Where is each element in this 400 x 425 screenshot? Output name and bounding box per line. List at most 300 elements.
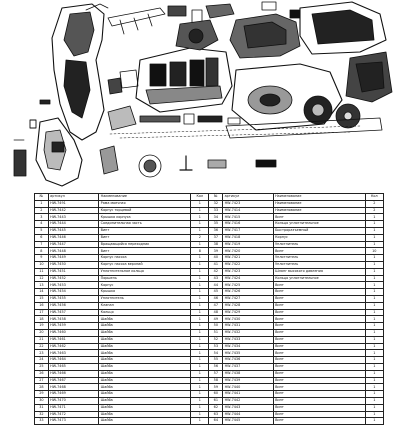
part-name: Быстроразъемный [273,227,365,234]
part-code: HW-7417 [223,227,274,234]
part-qty: 1 [191,357,209,364]
part-number: 48 [209,309,223,316]
part-number: 56 [209,363,223,370]
part-code: HW-7428 [223,302,274,309]
table-row [35,323,384,330]
part-number: 10 [35,261,49,268]
part-code: HW-7451 [48,268,99,275]
table-row [35,370,384,377]
part-code: HW-7491 [48,200,99,207]
part-number: 50 [209,323,223,330]
part-number: 3 [35,214,49,221]
part-name: Винт [273,357,365,364]
part-qty: 1 [191,404,209,411]
part-qty: 1 [191,316,209,323]
part-number: 45 [209,289,223,296]
part-number: 41 [209,261,223,268]
part-name: Винт [99,248,191,255]
table-row [35,221,384,228]
part-qty: 1 [365,309,383,316]
part-qty: 1 [365,370,383,377]
part-number: 6 [35,234,49,241]
part-name: Винт [273,316,365,323]
part-qty: 1 [191,370,209,377]
part-name: Корпус [99,282,191,289]
part-name: Кольцо уплотнительное [273,275,365,282]
part-name: Винт [273,384,365,391]
parts-list-table [34,193,384,423]
part-name: Винт [273,397,365,404]
part-qty: 1 [365,214,383,221]
part-number: 28 [35,384,49,391]
exploded-parts-diagram [0,0,400,190]
part-qty: 1 [191,363,209,370]
part-code: HW-7456 [48,302,99,309]
part-code: HW-7444 [223,411,274,418]
part-name: Корпус торцевой [99,207,191,214]
table-row [35,391,384,398]
part-name: Кольцо уплотнительное [273,221,365,228]
part-qty: 2 [191,234,209,241]
part-name: Винт [273,282,365,289]
part-name: Наименование [273,207,365,214]
part-qty: 1 [365,343,383,350]
part-code: HW-7416 [223,221,274,228]
part-qty: 1 [191,397,209,404]
part-name: Корпус насоса [99,255,191,262]
part-qty: 1 [365,357,383,364]
part-qty: 1 [365,404,383,411]
table-row [35,302,384,309]
part-qty: 1 [191,343,209,350]
part-qty: 1 [191,302,209,309]
part-qty: 1 [191,200,209,207]
part-number: 17 [35,309,49,316]
part-name: Винт [273,370,365,377]
part-qty: 1 [191,323,209,330]
part-number: 25 [35,363,49,370]
table-row [35,357,384,364]
part-name: Винт [273,363,365,370]
part-name: Шайба [99,323,191,330]
part-number: 11 [35,268,49,275]
part-number: 39 [209,248,223,255]
part-qty: 1 [191,309,209,316]
part-code: HW-7452 [48,275,99,282]
part-number: 26 [35,370,49,377]
part-qty: 1 [365,418,383,425]
part-code: HW-7435 [223,350,274,357]
part-code: HW-7459 [48,323,99,330]
part-qty: 1 [191,268,209,275]
part-number: 51 [209,329,223,336]
header-no: № [209,194,223,201]
part-name: Крышка корпуса [99,214,191,221]
part-name: Корпус [273,234,365,241]
part-qty: 1 [365,227,383,234]
part-code: HW-7457 [48,309,99,316]
table-row [35,384,384,391]
part-number: 37 [209,234,223,241]
part-code: HW-7427 [223,295,274,302]
header-name: Наименование [99,194,191,201]
part-qty: 1 [365,397,383,404]
part-number: 22 [35,343,49,350]
spray-gun-handle [14,4,108,186]
part-name: Корпус насоса верхний [99,261,191,268]
part-name: Уплотнитель [273,255,365,262]
part-code: HW-7444 [48,221,99,228]
table-row [35,397,384,404]
part-qty: 1 [365,329,383,336]
part-qty: 1 [191,214,209,221]
part-number: 32 [209,200,223,207]
part-name: Шайба [99,370,191,377]
part-code: HW-7446 [48,234,99,241]
part-code: HW-7465 [48,363,99,370]
part-code: HW-7463 [48,350,99,357]
part-code: HW-7421 [223,255,274,262]
part-qty: 1 [365,336,383,343]
table-row [35,363,384,370]
part-name: Шайба [99,357,191,364]
part-qty: 1 [191,289,209,296]
part-number: 20 [35,329,49,336]
part-code: HW-7468 [48,384,99,391]
part-code: HW-7415 [223,214,274,221]
part-qty: 1 [365,363,383,370]
loose-parts [100,146,276,177]
part-name: Винт [99,234,191,241]
part-number: 58 [209,377,223,384]
part-code: HW-7434 [223,343,274,350]
part-number: 5 [35,227,49,234]
part-code: HW-7440 [223,384,274,391]
header-qty: Кол [191,194,209,201]
table-row [35,343,384,350]
part-qty: 1 [365,234,383,241]
part-code: HW-7466 [48,370,99,377]
part-qty: 1 [191,411,209,418]
part-code: HW-7449 [48,255,99,262]
part-name: Шайба [99,336,191,343]
part-name: Винт [273,411,365,418]
part-number: 16 [35,302,49,309]
part-name: Шайба [99,397,191,404]
part-code: HW-7453 [48,282,99,289]
part-code: HW-7445 [48,227,99,234]
part-qty: 1 [191,221,209,228]
part-code: HW-7425 [223,282,274,289]
part-name: Шайба [99,411,191,418]
part-qty: 1 [365,255,383,262]
part-code: HW-7445 [223,418,274,425]
part-name: Винт [273,391,365,398]
part-code: HW-7436 [223,357,274,364]
part-number: 38 [209,241,223,248]
table-header-row [35,194,384,201]
part-number: 23 [35,350,49,357]
part-qty: 1 [365,221,383,228]
part-name: Винт [273,289,365,296]
table-row [35,295,384,302]
part-name: Шайба [99,350,191,357]
part-name: Винт [273,295,365,302]
part-number: 4 [35,221,49,228]
header-code: артикул [223,194,274,201]
part-number: 62 [209,404,223,411]
part-code: HW-7423 [223,268,274,275]
part-name: Крышка [99,289,191,296]
table-row [35,418,384,425]
table-row [35,261,384,268]
part-number: 2 [35,207,49,214]
part-code: HW-7431 [223,323,274,330]
table-row [35,275,384,282]
part-name: Винт [99,227,191,234]
part-code: HW-7438 [223,370,274,377]
table-row [35,289,384,296]
part-code: HW-7426 [223,289,274,296]
part-name: Клапан [99,302,191,309]
part-name: Шайба [99,377,191,384]
table-row [35,207,384,214]
part-number: 63 [209,411,223,418]
part-code: HW-7469 [48,391,99,398]
table-row [35,268,384,275]
part-qty: 1 [191,384,209,391]
part-code: HW-7420 [223,248,274,255]
part-number: 13 [35,282,49,289]
part-code: HW-7461 [48,336,99,343]
part-number: 14 [35,289,49,296]
part-number: 40 [209,255,223,262]
part-number: 49 [209,316,223,323]
part-qty: 1 [365,350,383,357]
part-number: 57 [209,370,223,377]
part-name: Вращающийся переходник [99,241,191,248]
header-code: артикул [48,194,99,201]
part-qty: 1 [191,418,209,425]
part-number: 64 [209,418,223,425]
part-name: Шайба [99,343,191,350]
header-no: № [35,194,49,201]
table-row [35,329,384,336]
part-number: 52 [209,336,223,343]
part-name: Винт [273,248,365,255]
part-code: HW-7460 [48,329,99,336]
part-qty: 1 [191,391,209,398]
table-row [35,241,384,248]
part-qty: 2 [365,207,383,214]
part-qty: 1 [191,329,209,336]
part-code: HW-7443 [223,404,274,411]
table-row [35,336,384,343]
part-qty: 1 [365,282,383,289]
part-number: 59 [209,384,223,391]
part-qty: 1 [191,377,209,384]
part-code: HW-7464 [48,357,99,364]
table-row [35,255,384,262]
part-name: Уплотнитель [99,295,191,302]
pump-body [108,20,232,112]
parts-table [34,193,384,425]
part-qty: 1 [365,316,383,323]
part-number: 61 [209,397,223,404]
part-number: 55 [209,357,223,364]
part-name: Наименование [273,200,365,207]
part-code: HW-7447 [48,241,99,248]
part-qty: 1 [365,377,383,384]
part-code: HW-7458 [48,316,99,323]
part-name: Винт [273,377,365,384]
part-number: 8 [35,248,49,255]
part-code: HW-7470 [48,397,99,404]
part-code: HW-7450 [48,261,99,268]
part-qty: 1 [365,411,383,418]
part-number: 54 [209,350,223,357]
part-number: 36 [209,227,223,234]
part-qty: 1 [191,275,209,282]
part-number: 47 [209,302,223,309]
part-qty: 1 [365,323,383,330]
table-row [35,234,384,241]
part-qty: 1 [191,282,209,289]
part-name: Винт [273,302,365,309]
part-name: Винт [273,214,365,221]
part-number: 29 [35,391,49,398]
part-number: 35 [209,221,223,228]
part-code: HW-7462 [48,343,99,350]
part-number: 1 [35,200,49,207]
part-code: HW-7473 [48,418,99,425]
parts-table-body [35,200,384,424]
part-number: 7 [35,241,49,248]
part-code: HW-7430 [223,316,274,323]
part-number: 24 [35,357,49,364]
part-name: Соединительная часть [99,221,191,228]
motor-assembly [230,2,392,102]
part-code: HW-7455 [48,295,99,302]
part-name: Шайба [99,391,191,398]
table-row [35,411,384,418]
part-name: Шланг высокого давления [273,268,365,275]
part-number: 32 [35,411,49,418]
part-code: HW-7471 [48,404,99,411]
part-name: Шайба [99,384,191,391]
part-number: 15 [35,295,49,302]
part-qty: 1 [365,268,383,275]
part-qty: 1 [365,295,383,302]
header-name: Наименование [273,194,365,201]
part-name: Шайба [99,418,191,425]
table-row [35,316,384,323]
part-name: Рама моечная [99,200,191,207]
table-row [35,404,384,411]
part-code: HW-7472 [48,411,99,418]
part-number: 31 [35,404,49,411]
part-number: 42 [209,268,223,275]
part-name: Уплотнитель [273,241,365,248]
part-qty: 1 [365,289,383,296]
part-number: 19 [35,323,49,330]
part-code: HW-7422 [223,261,274,268]
part-qty: 1 [191,207,209,214]
part-qty: 1 [191,227,209,234]
part-code: HW-7433 [223,336,274,343]
part-name: Винт [273,418,365,425]
part-number: 33 [209,207,223,214]
part-name: Поршень [99,275,191,282]
part-code: HW-7419 [223,241,274,248]
part-name: Уплотнительное кольцо [99,268,191,275]
part-number: 30 [35,397,49,404]
part-qty: 1 [191,336,209,343]
part-qty: 1 [365,241,383,248]
part-name: Шайба [99,404,191,411]
part-name: Кольцо [99,309,191,316]
part-code: HW-7437 [223,363,274,370]
part-number: 21 [35,336,49,343]
part-code: HW-7442 [223,397,274,404]
part-number: 60 [209,391,223,398]
table-row [35,214,384,221]
part-name: Шайба [99,363,191,370]
part-name: Винт [273,309,365,316]
part-code: HW-7424 [223,275,274,282]
part-qty: 1 [365,261,383,268]
part-qty: 10 [365,248,383,255]
part-name: Шайба [99,329,191,336]
part-qty: 1 [191,255,209,262]
part-name: Винт [273,343,365,350]
part-name: Винт [273,323,365,330]
part-qty: 1 [191,241,209,248]
part-code: HW-7432 [223,329,274,336]
part-code: HW-7418 [223,234,274,241]
part-number: 34 [209,214,223,221]
part-qty: 1 [191,261,209,268]
table-row [35,227,384,234]
part-code: HW-7429 [223,309,274,316]
part-name: Винт [273,336,365,343]
part-number: 18 [35,316,49,323]
table-row [35,248,384,255]
table-row [35,309,384,316]
part-qty: 1 [365,275,383,282]
part-code: HW-7454 [48,289,99,296]
part-qty: 2 [365,200,383,207]
part-code: HW-7441 [223,391,274,398]
part-number: 33 [35,418,49,425]
part-qty: 1 [191,295,209,302]
part-code: HW-7467 [48,377,99,384]
part-qty: 1 [365,302,383,309]
lance-parts [108,4,234,34]
part-number: 46 [209,295,223,302]
part-code: HW-7414 [223,207,274,214]
part-code: HW-7448 [48,248,99,255]
part-name: Винт [273,350,365,357]
part-number: 44 [209,282,223,289]
table-row [35,377,384,384]
part-code: HW-7439 [223,377,274,384]
part-qty: 1 [191,350,209,357]
table-row [35,200,384,207]
part-number: 12 [35,275,49,282]
header-qty: Кол [365,194,383,201]
part-qty: 1 [365,384,383,391]
